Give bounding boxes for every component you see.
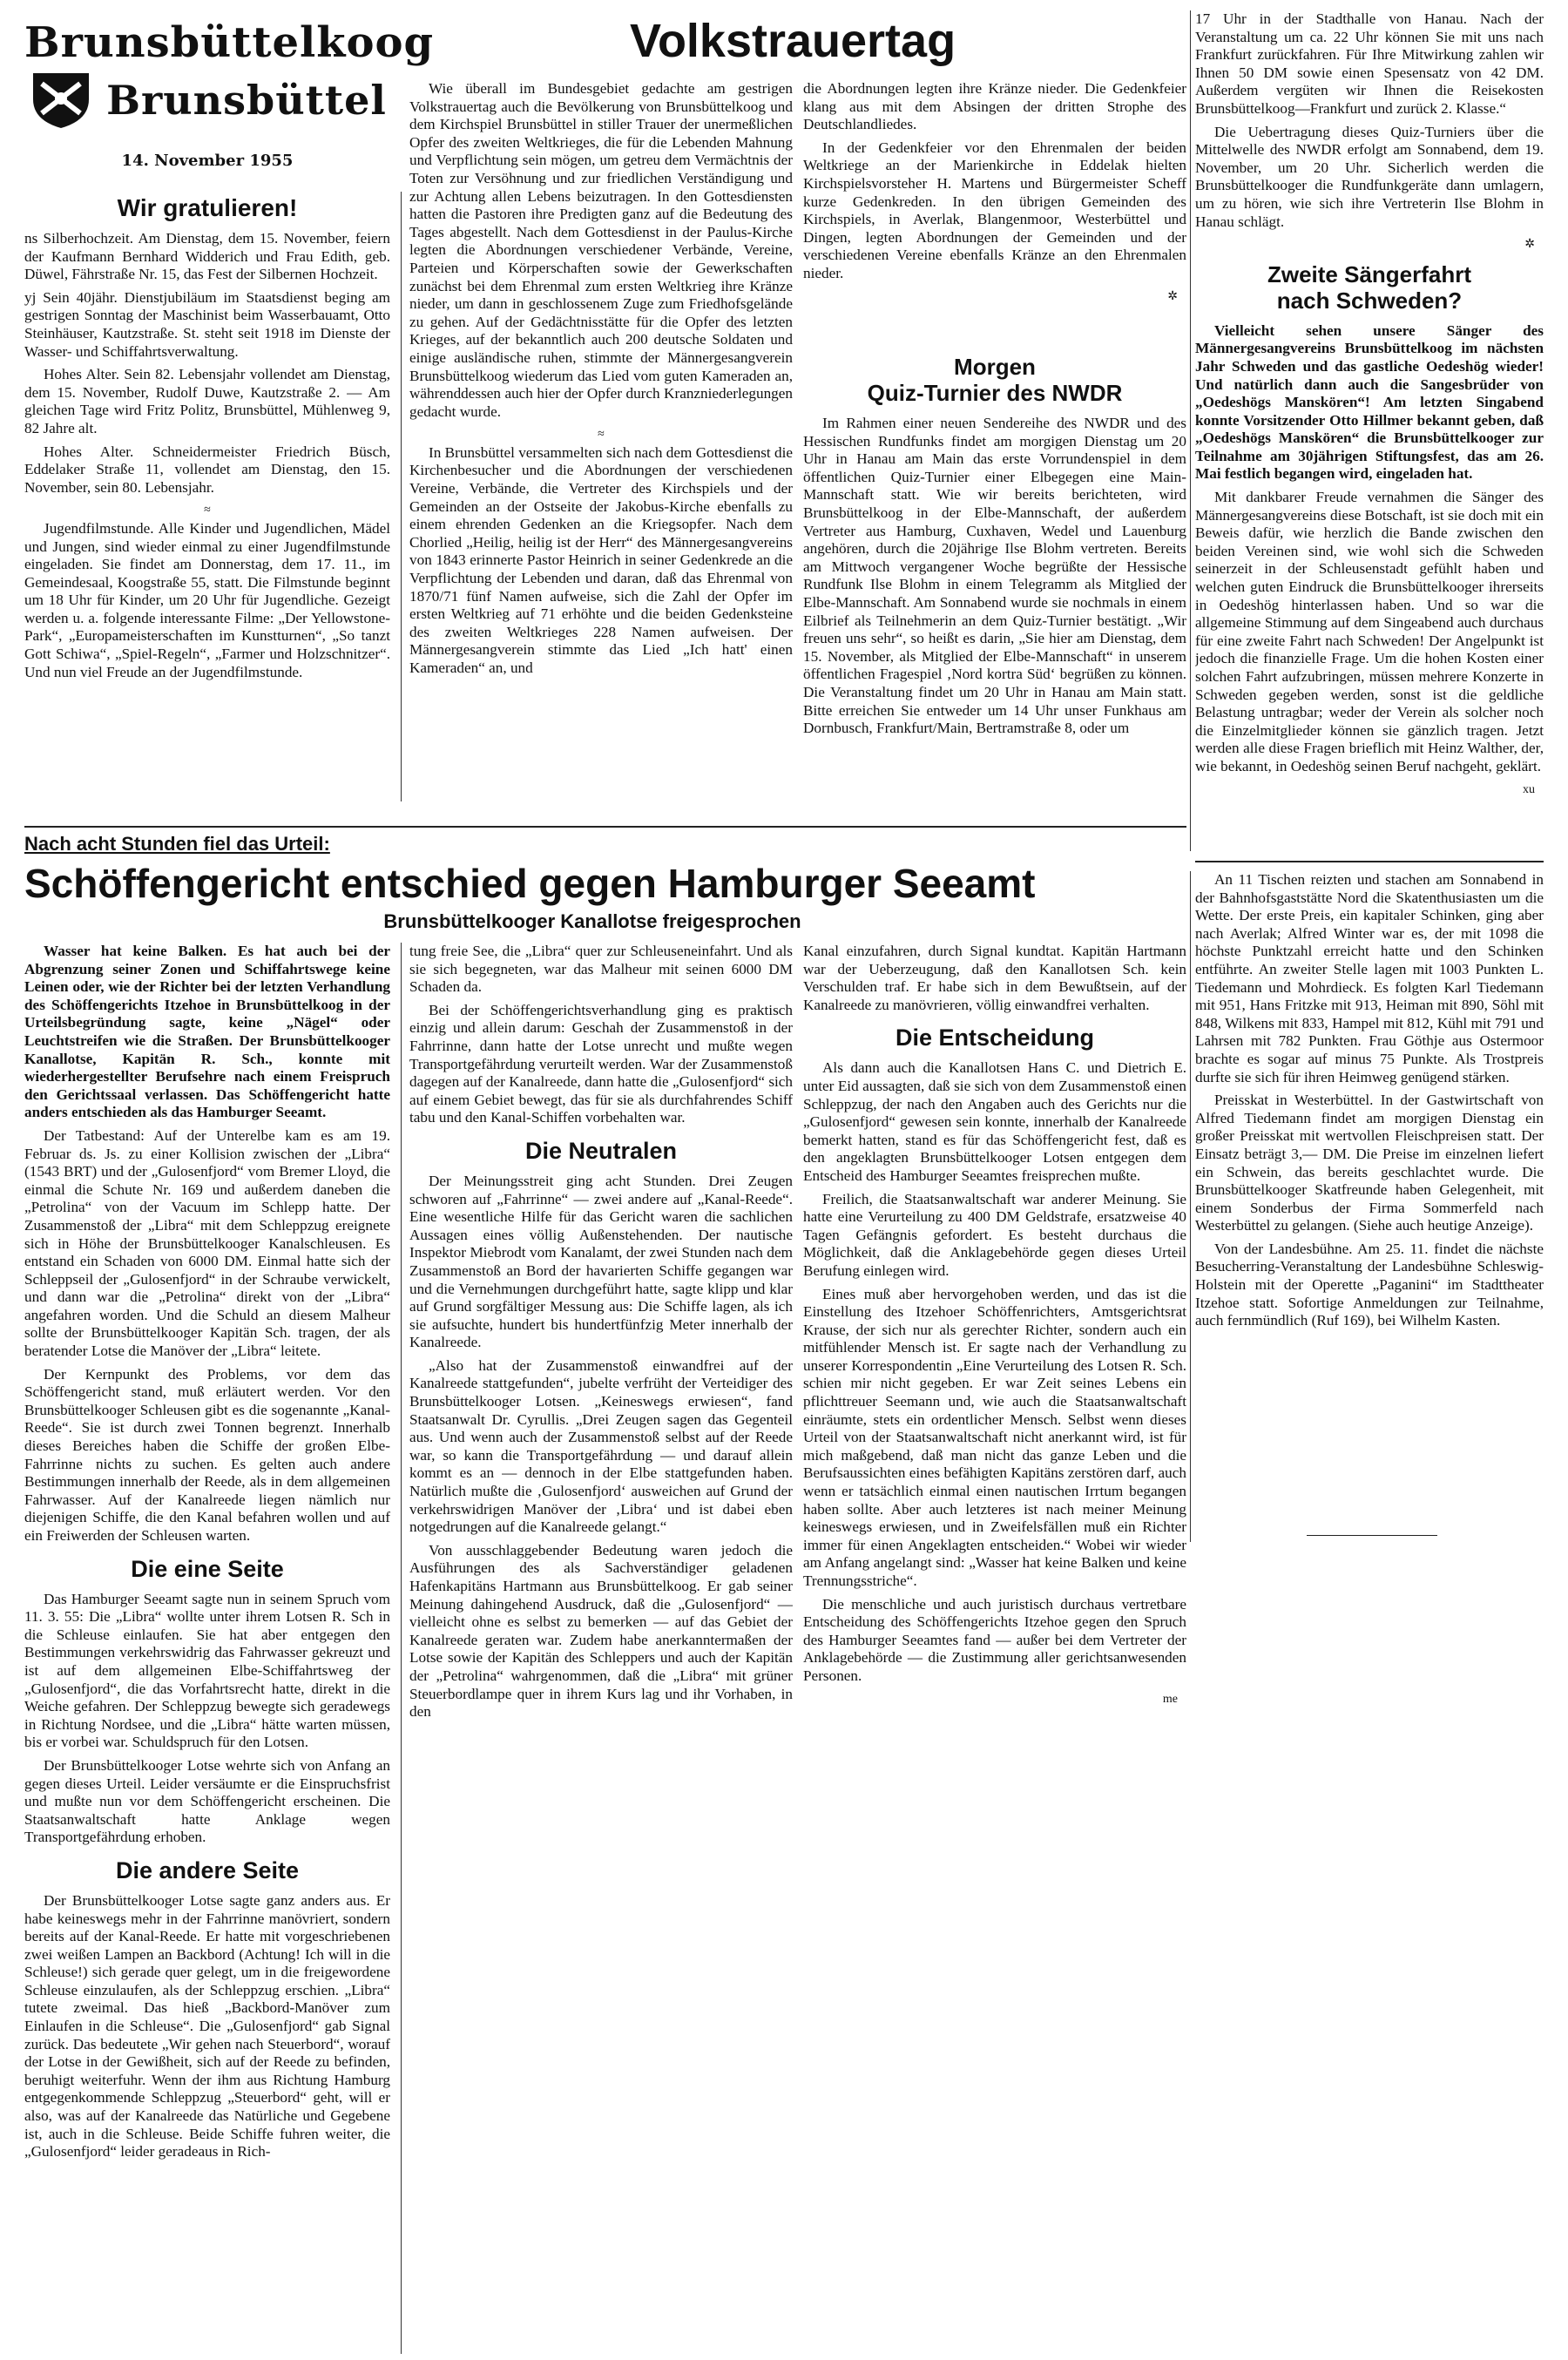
notice-silberhochzeit: ns Silberhochzeit. Am Dienstag, dem 15. November, feiern der Kaufmann Bernhard Widderich und Frau Edith, geb. Düwel, Fährstraße Nr. 15, das Fest der Silbernen Hochzeit. (24, 230, 390, 283)
heading-die-andere-seite: Die andere Seite (115, 1856, 300, 1883)
urteil-para-13: Freilich, die Staatsanwaltschaft war anderer Meinung. Sie hatte eine Verurteilung zu 400 DM Geldstrafe, ersatzweise 40 Tagen Gefängnis gefordert. Es besteht durchaus die Möglichkeit, daß die Anklagebehörde gegen dieses Urteil Berufung einlegen wird. (803, 1190, 1186, 1279)
section-rule (24, 826, 1186, 828)
column-urteil-2 (409, 943, 793, 1918)
notice-hohes-alter-1: Hohes Alter. Sein 82. Lebensjahr vollendet am Dienstag, dem 15. November, Rudolf Duwe, Kautzstraße 2. — Am gleichen Tage wird Fritz Politz, Brunsbüttel, Mühlenweg 9, 82 Jahre alt. (24, 366, 390, 436)
volkstrauertag-title: Volkstrauertag (629, 15, 956, 67)
heading-die-neutralen: Die Neutralen (524, 1137, 678, 1164)
column-volkstrauertag-b (803, 80, 1186, 368)
volkstrauertag-para-3: die Abordnungen legten ihre Kränze nieder. Die Gedenkfeier klang aus mit dem Absingen der dritten Strophe des Deutschlandliedes. (803, 80, 1186, 133)
section-rule (1195, 861, 1544, 862)
urteil-para-7: Bei der Schöffengerichtsverhandlung ging es praktisch einzig und allein darum: Geschah der Zusammenstoß in der Fahrrinne, dann hatte der Lotse unrecht und mußte wegen Transportgefährdung verurteilt werden. War der Zusammenstoß dagegen auf der Kanalreede, dann hatte die „Gulosenfjord“ sich auf einem Gebiet bewegt, das für sie als durchfahrendes Schiff tabu und den Kanal-Schiffen vorbehalten war. (409, 1001, 793, 1126)
heading-die-entscheidung: Die Entscheidung (895, 1024, 1095, 1052)
column-rule (401, 943, 402, 2354)
star-ornament: ✲ (1167, 289, 1178, 303)
saenger-heading-line1: Zweite Sängerfahrt (1267, 260, 1472, 287)
urteil-para-9: „Also hat der Zusammenstoß einwandfrei auf der Kanalreede stattgefunden“, jubelte verfrüht der Verteidiger des Brunsbüttelkooger Lotsen. „Keineswegs erwiesen“, fand Staatsanwalt Dr. Cyrullis. „Drei Zeugen sagen das Gegenteil aus. Und wenn auch der Zusammenstoß selbst auf der Reede war, so kann die Transportgefährdung — und darauf allein kommt es an — dennoch in der Elbe stattgefunden haben. Natürlich mußte die ‚Gulosenfjord‘ ausweichen auf Grund der verkehrswidrigen Manöver der ‚Libra‘ und ist dabei eben notgedrungen auf die Kanalreede gelangt.“ (409, 1356, 793, 1536)
quiz-para-3: Die Uebertragung dieses Quiz-Turniers über die Mittelwelle des NWDR erfolgt am Sonnabend, dem 19. November, um 20 Uhr. Sicherlich werden die Brunsbüttelkooger die Rundfunkgeräte dann umlagern, um zu hören, wie sich ihre Vertreterin Ilse Blohm in Hanau schlägt. (1195, 123, 1544, 230)
column-rule (1190, 10, 1191, 851)
notice-dienstjubilaeum: yj Sein 40jähr. Dienstjubiläum im Staatsdienst beging am gestrigen Sonntag der Maschinist beim Wasserbauamt, Otto Steinhäuser, Kautzstraße. St. steht seit 1918 im Dienste der Wasser- und Schiffahrtsverwaltung. (24, 288, 390, 360)
column-urteil-1 (24, 943, 390, 2354)
urteil-para-1: Der Tatbestand: Auf der Unterelbe kam es am 19. Februar ds. Js. zu einer Kollision zwischen der „Libra“ (1543 BRT) und der „Gulosenfjord“ vom Bremer Lloyd, die einmal die Schute Nr. 169 und außerdem daneben die „Petrolina“ von der Vacuum im Schlepp hatte. Der Zusammenstoß der „Libra“ mit dem Schleppzug ereignete sich in Höhe der Brunsbüttelkooger Kanalschleusen. Es entstand ein Schaden von 6000 DM. Einmal hatte sich der Schleppseil der „Gulosenfjord“ in der Schraube verwickelt, und dann war die „Petrolina“ direkt von der „Libra“ angefahren worden. Und die Schuld an diesem Malheur sollte der Brunsbüttelkooger Kapitän Sch. tragen, der als beratender Lotse die Manöver der „Libra“ leitete. (24, 1126, 390, 1360)
urteil-para-8: Der Meinungsstreit ging acht Stunden. Drei Zeugen schworen auf „Fahrrinne“ — zwei andere auf „Kanal-Reede“. Eine wesentliche Hilfe für das Gericht waren die sachlichen Aussagen eines völlig Außenstehenden. Der nautische Inspektor Miebrodt vom Kanalamt, der zwei Stunden nach dem Zusammenstoß an Bord der havarierten Schiffe gegangen war und die Vernehmungen durchgeführt hatte, sagte klipp und klar auf Grund sorgfältiger Messung aus: Die Schiffe lagen, als ich sie aufsuchte, hundert bis hundertfünfzig Meter innerhalb der Kanalreede. (409, 1172, 793, 1351)
notice-hohes-alter-2: Hohes Alter. Schneidermeister Friedrich Büsch, Eddelaker Straße 11, vollendet am Dienstag, den 15. November, sein 80. Lebensjahr. (24, 443, 390, 496)
masthead (24, 17, 435, 170)
notice-skat-nord: An 11 Tischen reizten und stachen am Sonnabend in der Bahnhofsgaststätte Nord die Skatenthusiasten um die Wette. Der erste Preis, ein kapitaler Schinken, ging aber nach Averlak; Alfred Winter war es, der mit 1098 die höchste Punktzahl erreicht hatte und den Schinken entführte. An zweiter Stelle lagen mit 1003 Punkten L. Tiedemann und Mohrdieck. Es folgten Karl Tiedemann mit 951, Hans Fritzke mit 913, Heiman mit 890, Söhl mit 848, Wilkens mit 833, Hampel mit 812, Kühl mit 791 und Lahrsen mit 782 Punkten. Frau Göthje aus Ostermoor brachte es sogar auf minus 75 Punkte. Als Trostpreis durfte sie sich für ihren Heimweg genügend stärken. (1195, 871, 1544, 1085)
urteil-para-5: Der Brunsbüttelkooger Lotse sagte ganz anders aus. Er habe keineswegs mehr in der Fahrrinne manövriert, sondern bereits auf der Kanal-Reede. Er hatte mit vorgeschriebenen zwei weißen Lampen an Backbord (Achtung! Ich will in die Schleuse!) sich gerade quer gelegt, um in die freigewordene Schleuse einzulaufen, als der Schleppzug erschien. „Libra“ tutete zweimal. Das hieß „Backbord-Manöver zum Einlaufen in die Schleuse“. Die „Gulosenfjord“ gab Signal zurück. Das bedeutete „Wir gehen nach Steuerbord“, worauf der Lotse in der Gewißheit, sich auf der Reede zu befinden, beruhigt weiterfuhr. Wenn der ihm aus Richtung Hamburg entgegenkommende Schleppzug „Steuerbord“ geht, will er also, was auf der Kanalreede das Natürliche und Gegebene ist, auch in die Schleuse. Beide Schiffe fuhren weiter, die „Gulosenfjord“ leider geradeaus in Rich- (24, 1891, 390, 2161)
signature-xu: xu (1523, 782, 1535, 796)
saenger-lead: Vielleicht sehen unsere Sänger des Männergesangvereins Brunsbüttelkoog im nächsten Jahr Schweden und das gastliche Oedeshög wieder! Und natürlich dann auch die Sangesbrüder von „Oedeshögs Manskören“! Am letzten Singabend konnte Vorsitzender Otto Hillmer bekannt geben, daß „Oedeshögs Manskören“ die Brunsbüttelkooger zur Teilnahme am 30jährigen Stiftungsfest, das am 26. Mai festlich begangen wird, eingeladen hat. (1195, 321, 1544, 483)
quiz-heading-line2: Quiz-Turnier des NWDR (867, 380, 1123, 406)
column-gratulation (24, 193, 390, 803)
column-volkstrauertag-a (409, 80, 793, 817)
urteil-subtitle: Brunsbüttelkooger Kanallotse freigesprochen (383, 910, 801, 932)
urteil-para-4: Der Brunsbüttelkooger Lotse wehrte sich von Anfang an gegen dieses Urteil. Leider versäumte er die Einspruchsfrist und mußte nun vor dem Schöffengericht erscheinen. Die Staatsanwaltschaft hatte Anklage wegen Transportgefährdung erhoben. (24, 1756, 390, 1846)
column-right-top (1195, 10, 1544, 851)
column-rule (1190, 871, 1191, 1542)
urteil-para-12: Als dann auch die Kanallotsen Hans C. und Dietrich E. unter Eid aussagten, daß sie sich von dem Zusammenstoß einen Schleppzug, der nach den Angaben auch des Gerichts nur die „Gulosenfjord“ gewesen sein konnte, innerhalb der Kanalreede bemerkt hatten, stand es für das Schöffengericht fest, daß es den angeklagten Brunsbüttelkooger Lotsen entgegen dem Entscheid des Hamburger Seeamtes freisprechen mußte. (803, 1059, 1186, 1184)
urteil-para-10: Von ausschlaggebender Bedeutung waren jedoch die Ausführungen des als Sachverständiger geladenen Hafenkapitäns Hartmann aus Brunsbüttelkoog. Er gab seiner Meinung dahingehend Ausdruck, daß die „Gulosenfjord“ — vielleicht ohne es selbst zu bemerken — auf das Gebiet der Kanalreede geraten war. Zudem habe anerkanntermaßen der Lotse sowie der Kapitän des Schleppers und auch der Kapitän der „Petrolina“ wahrgenommen, daß die „Libra“ mit grüner Steuerbordlampe quer in ihrem Kurs lag und ihr Vorhaben, in den (409, 1541, 793, 1721)
urteil-para-6: tung freie See, die „Libra“ quer zur Schleuseneinfahrt. Und als sie sich begegneten, war das Malheur mit seinen 6000 DM Schaden da. (409, 943, 793, 996)
issue-date: 14. November 1955 (121, 152, 294, 170)
heading-die-eine-seite: Die eine Seite (131, 1555, 284, 1582)
quiz-para-2: 17 Uhr in der Stadthalle von Hanau. Nach der Veranstaltung um ca. 22 Uhr können Sie mit uns nach Frankfurt zurückfahren. Für Ihre Mitwirkung zahlen wir Ihnen 50 DM sowie einen Spesensatz von 42 DM. Außerdem vergüten wir Ihnen die Reisekosten Brunsbüttelkoog—Frankfurt und zurück 2. Klasse.“ (1195, 10, 1544, 117)
volkstrauertag-para-2: In Brunsbüttel versammelten sich nach dem Gottesdienst die Kirchenbesucher und die Abordnungen der verschiedenen Vereine, Verbände, die Vertreter des Kirchspiels und der Gemeinden an der Ostseite der Jakobus-Kirche ebenfalls zu einem ehrenden Gedenken an die Kriegsopfer. Nach dem Chorlied „Heilig, heilig ist der Herr“ des Männergesangvereins von 1843 erinnerte Pastor Heinrich in seiner Gedenkrede an die Verpflichtung der Lebenden und daran, daß das Ehrenmal von 1870/71 fünf Namen aufweise, sich die Zahl der Opfer im ersten Weltkrieg auf 71 erhöhte und die beiden Gedenksteine des zweiten Weltkrieges 228 Namen aufweisen. Der Männergesangverein stimmte das Lied „Ich hatt' einen Kameraden“ an, und (409, 443, 793, 676)
urteil-para-15: Die menschliche und auch juristisch durchaus vertretbare Entscheidung des Schöffengerichts Itzehoe gegen den Spruch des Hamburger Seeamtes fand — außer bei dem Vertreter der Anklagebehörde — die Zustimmung aller gerichtsanwesenden Personen. (803, 1595, 1186, 1684)
quiz-heading (803, 354, 1186, 406)
urteil-para-2: Der Kernpunkt des Problems, vor dem das Schöffengericht stand, muß erläutert werden. Vor den Brunsbüttelkooger Schleusen gibt es die sogenannte „Kanal-Reede“. Sie ist durch zwei Tonnen begrenzt. Innerhalb dieses Bereiches haben die Schiffe der großen Elbe-Fahrrinne nichts zu suchen. Es gelten auch andere Bestimmungen innerhalb der Reede, als in dem allgemeinen Fahrwasser. Auf der Kanalreede liegen nämlich nur diejenigen Schiffe, die den Kanal befahren wollen und auf ein Freiwerden der Schleusen warten. (24, 1365, 390, 1544)
urteil-lead: Wasser hat keine Balken. Es hat auch bei der Abgrenzung seiner Zonen und Schiffahrtswege keine Leinen oder, wie der Richter bei der letzten Verhandlung des Schöffengerichts Itzehoe in Brunsbüttelkoog in der Urteilsbegründung sagte, keine „Nägel“ oder Leuchtstreifen wie die Straßen. Der Brunsbüttelkooger Kanallotse, Kapitän R. Sch., konnte mit wiederhergestellter Berufsehre nach einem Freispruch den Gerichtssaal verlassen. Das Schöffengericht hatte anders entschieden als das Hamburger Seeamt. (24, 943, 390, 1121)
volkstrauertag-para-4: In der Gedenkfeier vor den Ehrenmalen der beiden Weltkriege an der Marienkirche in Eddelak hielten Kirchspielsvorsteher H. Martens und Bürgermeister Scheff kurze Gedenkreden. In den übrigen Gemeinden des Kirchspiels, in Averlak, Blangenmoor, Westerbüttel und Dingen, legten Abordnungen der Gemeinden und der verschiedenen Vereine ebenfalls Kränze an den Ehrenmalen nieder. (803, 139, 1186, 281)
end-rule (1307, 1535, 1437, 1536)
urteil-kicker: Nach acht Stunden fiel das Urteil: (24, 833, 330, 855)
saenger-heading (1195, 261, 1544, 314)
notice-landesbuehne: Von der Landesbühne. Am 25. 11. findet die nächste Besucherring-Veranstaltung der Landesbühne Schleswig-Holstein mit der Operette „Paganini“ im Stadttheater Itzehoe statt. Sofortige Anmeldungen zur Teilnahme, auch fernmündlich (Ruf 169), bei Wilhelm Kasten. (1195, 1240, 1544, 1329)
urteil-para-11: Kanal einzufahren, durch Signal kundtat. Kapitän Hartmann war der Ueberzeugung, daß den Kanallotsen Sch. kein Verschulden traf. Er habe sich in dem Bewußtsein, auf der Kanalreede zu manövrieren, völlig einwandfrei verhalten. (803, 943, 1186, 1013)
gratulation-heading: Wir gratulieren! (117, 194, 298, 221)
saenger-heading-line2: nach Schweden? (1276, 287, 1463, 314)
coat-of-arms-icon (28, 70, 94, 131)
column-urteil-3 (803, 943, 1186, 1918)
urteil-title: Schöffengericht entschied gegen Hamburger Seeamt (24, 861, 1036, 906)
masthead-line2: Brunsbüttel (106, 77, 387, 124)
saenger-body: Mit dankbarer Freude vernahmen die Sänger des Männergesangvereins diese Botschaft, ist sie doch mit ein Beweis dafür, wie herzlich die Bande zwischen den beiden Vereinen sind, wie wohl sich die Schweden seinerzeit in der Schleusenstadt gefühlt haben und welchen guten Eindruck die Brunsbüttelkooger ihrerseits in Oedeshög hinterlassen haben. Und so war die allgemeine Stimmung auf dem Singeabend auch durchaus für eine zweite Fahrt nach Schweden! Der Angelpunkt ist jedoch die finanzielle Frage. Um die hohen Kosten einer solchen Fahrt aufzubringen, müssen mehrere Konzerte in Schweden gegeben werden, sonst ist die geldliche Belastung untragbar; weder der Verein als solcher noch die Einzelmitglieder können sie gänzlich tragen. Jetzt werden alle diese Fragen brieflich mit Heinz Walther, der, wie bekannt, in Oedeshög seinen Beruf nachgeht, geklärt. (1195, 489, 1544, 774)
star-ornament: ✲ (1524, 238, 1535, 252)
quiz-heading-line1: Morgen (954, 354, 1036, 380)
notice-jugendfilmstunde: Jugendfilmstunde. Alle Kinder und Jugendlichen, Mädel und Jungen, sind wieder einmal zu einer Jugendfilmstunde eingeladen. Sie findet am Donnerstag, dem 17. 11., im Gemeindesaal, Koogstraße 55, statt. Die Filmstunde beginnt um 18 Uhr für Kinder, um 20 Uhr für Jugendliche. Gezeigt werden u. a. folgende interessante Filme: „Der Yellowstone-Park“, „Europameisterschaften im Kunstturnen“, „So tanzt Gott Schiwa“, „Spiel-Regeln“, „Farmer und Holzschnitzer“. Und nun viel Freude an der Jugendfilmstunde. (24, 519, 390, 680)
wave-ornament: ≈ (204, 504, 211, 517)
wave-ornament: ≈ (598, 428, 605, 442)
quiz-para-1: Im Rahmen einer neuen Sendereihe des NWDR und des Hessischen Rundfunks findet am morgigen Dienstag um 20 Uhr in Hanau am Main das erste Vorrundenspiel in dem öffentlichen Quiz-Turnier einer Elbegegen eine Main-Mannschaft statt. Wie wir bereits berichteten, wird Brunsbüttelkoog in der Elbe-Mannschaft, der außerdem Vertreter aus Hamburg, Cuxhaven, Wedel und Lauenburg angehören, durch die 20jährige Ilse Blohm vertreten. Bereits am Mittwoch vergangener Woche begrüßte der Hessische Rundfunk Ilse Blohm in einem Telegramm als Mitglied der Elbe-Mannschaft. Am Sonnabend wurde sie nochmals in einem Eilbrief als Teilnehmerin an dem Quiz-Turnier bestätigt. „Wir freuen uns sehr“, so heißt es darin, „Sie hier am Dienstag, dem 15. November, als Mitglied der Elbe-Mannschaft“ in unserem öffentlichen Fragespiel ‚Nord kortra Süd‘ begrüßen zu können. Die Veranstaltung findet um 20 Uhr in Hanau am Main statt. Bitte erreichen Sie entweder um 14 Uhr unser Funkhaus am Dornbusch, Frankfurt/Main, Bertramstraße 8, oder um (803, 415, 1186, 737)
column-right-bottom (1195, 871, 1544, 1533)
notice-preisskat-westerbuettel: Preisskat in Westerbüttel. In der Gastwirtschaft von Alfred Tiedemann findet am morgigen Dienstag ein großer Preisskat mit wertvollen Fleischpreisen statt. Der Einsatz beträgt 3,— DM. Die Preise im einzelnen liefert ein Schwein, das bereits geschlachtet wurde. Die Brunsbüttelkooger Skatfreunde haben Gelegenheit, mit einem Sonderbus der Firma Sommerfeld nach Westerbüttel zu gelangen. (Siehe auch heutige Anzeige). (1195, 1092, 1544, 1234)
signature-me: me (1162, 1692, 1178, 1706)
volkstrauertag-para-1: Wie überall im Bundesgebiet gedachte am gestrigen Volkstrauertag auch die Bevölkerung von Brunsbüttelkoog und dem Kirchspiel Brunsbüttel in stiller Trauer der unermeßlichen Opfer des zweiten Weltkrieges, die für die Lebenden Mahnung und Verpflichtung sein mögen, um getreu dem Vermächtnis der Toten zur Versöhnung und zur friedlichen Verständigung und zur Achtung allen Lebens beizutragen. In den Gottesdiensten hatten die Pastoren ihre Predigten ganz auf die Bedeutung des Tages abgestellt. Nach dem Gottesdienst in der Paulus-Kirche legten die Abordnungen verschiedener Verbände, Vereine, Parteien und Körperschaften sowie der Gewerkschaften zunächst bei dem Ehrenmal zum ersten Weltkrieg ihre Kränze nieder, um dann in geschlossenem Zuge zum Friedhofsgelände zu gehen. Auf der Gedächtnisstätte für die Opfer des letzten Krieges, auf der bekanntlich auch 200 deutsche Soldaten und einige ausländische ruhen, stimmte der Männergesangverein Brunsbüttelkoog wiederum das Lied vom guten Kameraden an, währenddessen auch hier der Opfer durch Kranzniederlegungen gedacht wurde. (409, 80, 793, 420)
column-rule (401, 192, 402, 801)
masthead-line1: Brunsbüttelkoog (24, 18, 435, 67)
column-quiz (803, 348, 1186, 849)
urteil-para-3: Das Hamburger Seeamt sagte nun in seinem Spruch vom 11. 3. 55: Die „Libra“ wollte unter ihrem Lotsen R. Sch in die Schleuse einlaufen. Sie hat aber entgegen den Bestimmungen verkehrswidrig das Fahrwasser gekreuzt und ist auf dem allgemeinen Elbe-Schiffahrtsweg der „Gulosenfjord“, die das Vorfahrtsrecht hatte, direkt in die Weiche gefahren. Der Schleppzug bewegte sich geradewegs in Richtung Nordsee, und die „Libra“ hätte warten müssen, bis er vorbei war. Schuldspruch für den Lotsen. (24, 1590, 390, 1751)
urteil-para-14: Eines muß aber hervorgehoben werden, und das ist die Einstellung des Itzehoer Schöffenrichters, Amtsgerichtsrat Krause, der sich nur als gerechter Richter, sondern auch ein mitfühlender Mensch ist. Er sagte nach der Verhandlung zu unserer Korrespondentin „Eine Verurteilung des Lotsen R. Sch. schien mir nicht gegeben. Er war Zeit seines Lebens ein pflichttreuer Seemann und, wie auch die Staatsanwaltschaft einräumte, stets ein ordentlicher Mensch. Selbst wenn dieses Urteil von der Staatsanwaltschaft nicht anerkannt wird, ist für mich maßgebend, daß man nicht das ganze Leben und die Berufsaussichten eines befähigten Kapitäns zerstören darf, auch wenn er tatsächlich einmal einen nautischen Irrtum begangen haben sollte. Aber auch letzteres ist nach meiner Meinung keineswegs erwiesen, und in Zweifelsfällen muß ein Richter immer für einen Angeklagten entscheiden.“ Wobei wir wieder am Anfang angelangt sind: „Wasser hat keine Balken und keine Trennungsstriche“. (803, 1285, 1186, 1589)
